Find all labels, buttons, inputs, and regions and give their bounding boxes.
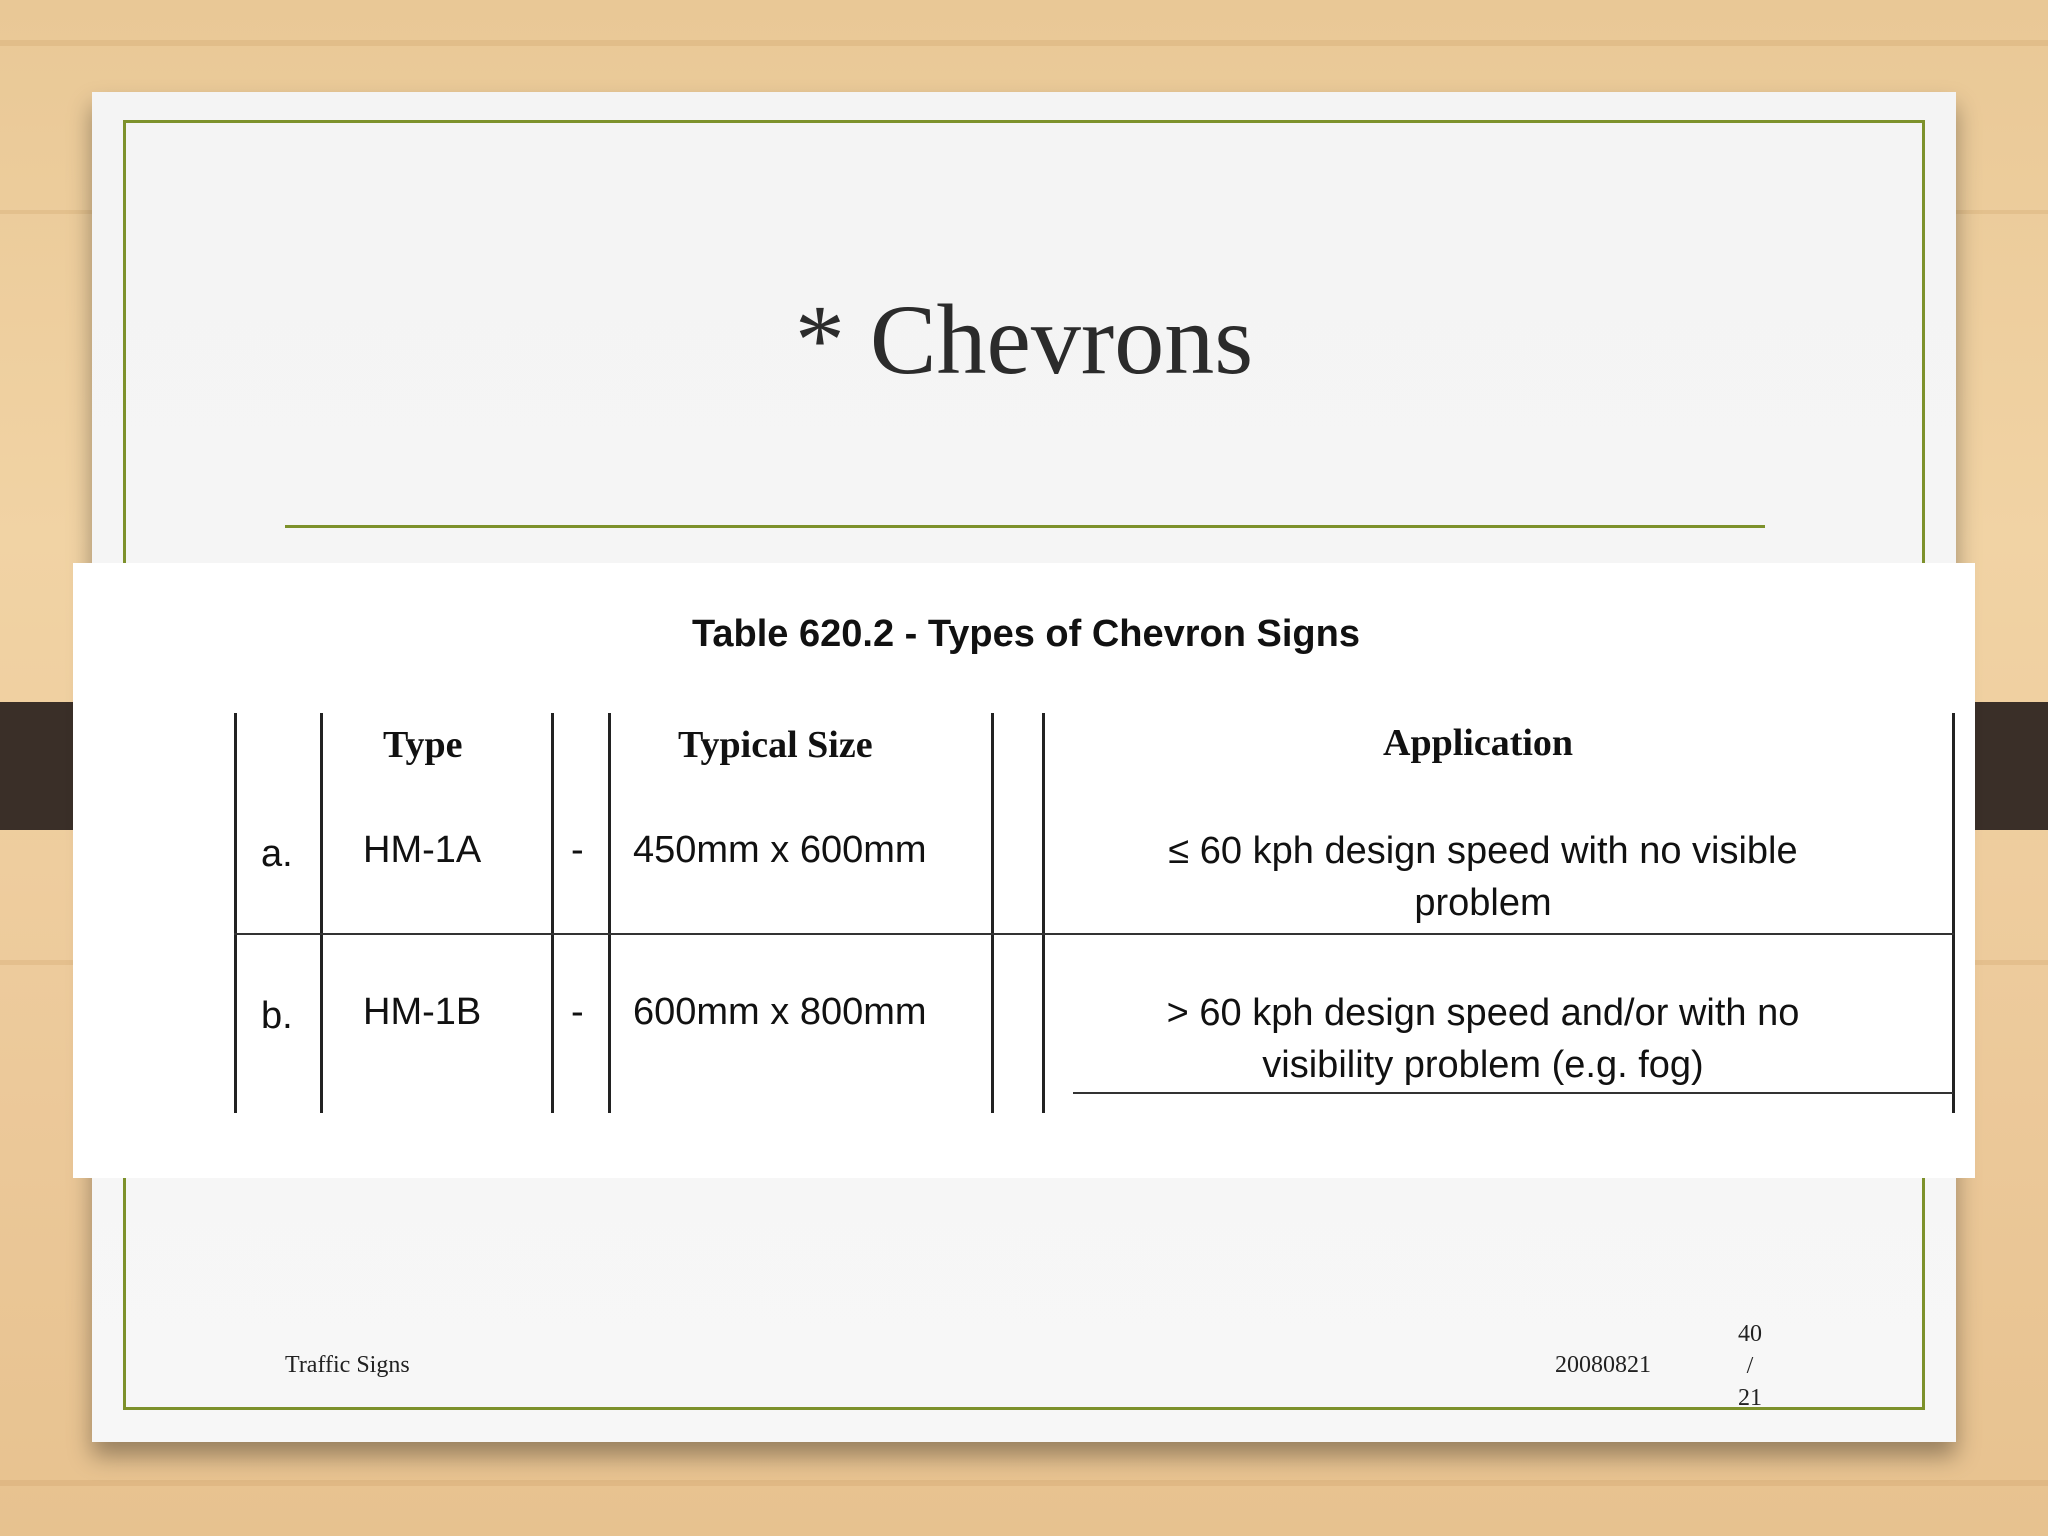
title-divider [285,525,1765,528]
page-number [1720,1318,1780,1414]
table-divider [320,713,323,1113]
row-typical-size: 600mm x 800mm [633,991,927,1033]
footer-date: 20080821 [1555,1352,1651,1378]
table-row-divider [234,933,1954,935]
row-letter: a. [261,833,293,875]
row-type: HM-1B [363,991,482,1033]
row-application: ≤ 60 kph design speed with no visible problem [1168,830,1798,924]
table-divider [991,713,994,1113]
row-application: > 60 kph design speed and/or with no visibility problem (e.g. fog) [1166,992,1800,1086]
table-divider [608,713,611,1113]
row-letter: b. [261,995,293,1037]
row-type: HM-1A [363,829,482,871]
page-number-separator: / [1746,1353,1754,1379]
header-application: Application [1383,722,1574,764]
page-number-total: 21 [1738,1385,1762,1411]
header-type: Type [383,724,463,766]
footer-title: Traffic Signs [285,1352,410,1378]
table-border-right [1952,713,1955,1113]
row-typical-size: 450mm x 600mm [633,829,927,871]
table-border-bottom [1073,1092,1953,1094]
row-dash: - [571,829,584,871]
table-image [73,563,1975,1178]
slide-title: * Chevrons [794,284,1254,395]
table-border-left [234,713,237,1113]
row-dash: - [571,991,584,1033]
header-typical-size: Typical Size [678,724,873,766]
table-divider [1042,713,1045,1113]
table-divider [551,713,554,1113]
page-number-current: 40 [1738,1321,1762,1347]
table-caption: Table 620.2 - Types of Chevron Signs [692,613,1360,655]
